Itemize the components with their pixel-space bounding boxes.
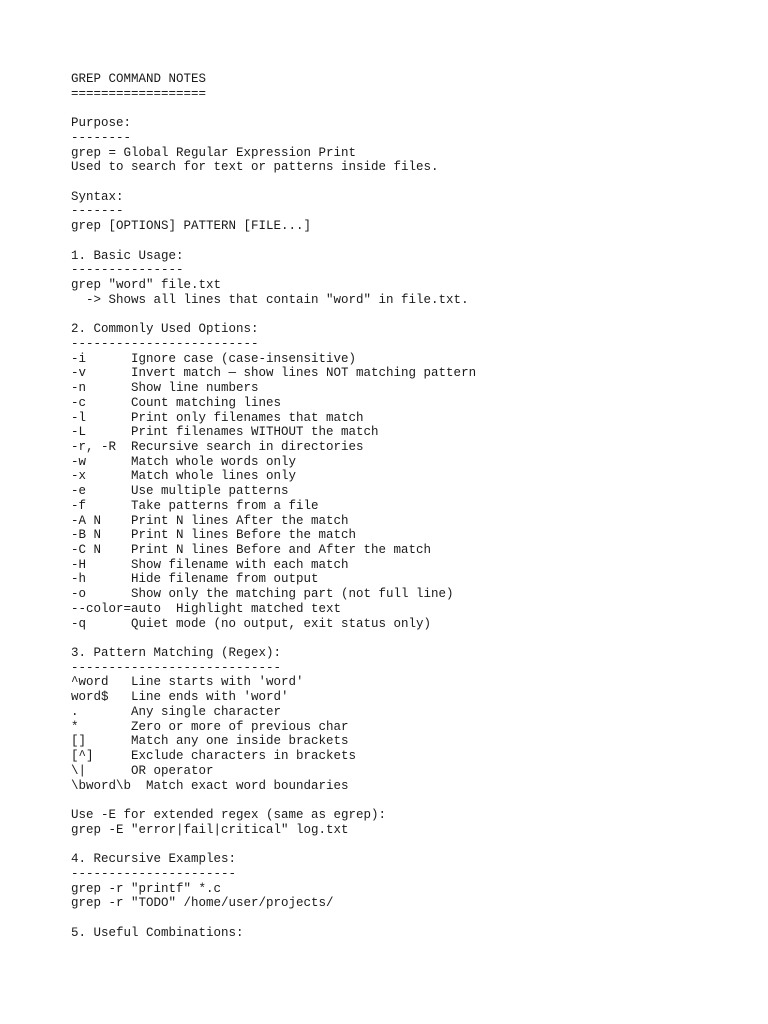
document-line: -e Use multiple patterns (71, 484, 289, 499)
document-line: ---------------------------- (71, 660, 282, 675)
document-line: -l Print only filenames that match (71, 410, 364, 425)
document-line: grep [OPTIONS] PATTERN [FILE...] (71, 219, 312, 234)
document-line: -h Hide filename from output (71, 572, 319, 587)
document-line: ------------------------- (71, 336, 259, 351)
document-line: 5. Useful Combinations: (71, 925, 244, 940)
document-line: grep "word" file.txt (71, 278, 222, 293)
document-line: [] Match any one inside brackets (71, 734, 349, 749)
document-line: -H Show filename with each match (71, 557, 349, 572)
document-line (71, 911, 476, 926)
document-line: -v Invert match — show lines NOT matching pattern (71, 366, 477, 381)
document-line: -x Match whole lines only (71, 469, 297, 484)
document-line: GREP COMMAND NOTES (71, 72, 207, 86)
document-line: [^] Exclude characters in brackets (71, 749, 357, 764)
document-line (71, 793, 476, 808)
document-line (71, 308, 476, 323)
document-line: word$ Line ends with 'word' (71, 690, 289, 705)
document-line: * Zero or more of previous char (71, 719, 349, 734)
document-line (71, 175, 476, 190)
document-line: Use -E for extended regex (same as egrep): (71, 807, 387, 822)
document-line: -c Count matching lines (71, 395, 282, 410)
document-line: grep -E "error|fail|critical" log.txt (71, 822, 349, 837)
document-line: -C N Print N lines Before and After the match (71, 543, 432, 557)
document-line: ------- (71, 204, 124, 219)
document-line: -r, -R Recursive search in directories (71, 439, 364, 454)
document-line: -B N Print N lines Before the match (71, 528, 357, 543)
document-line: \bword\b Match exact word boundaries (71, 778, 349, 793)
document-line: --------------- (71, 263, 184, 278)
document-line: grep -r "TODO" /home/user/projects/ (71, 896, 334, 911)
document-line (71, 234, 476, 249)
document-line: ---------------------- (71, 866, 237, 881)
document-line (71, 101, 476, 116)
document-line: -f Take patterns from a file (71, 498, 319, 513)
document-line: -> Shows all lines that contain "word" in file.txt. (71, 292, 469, 307)
document-line: 4. Recursive Examples: (71, 852, 237, 867)
document-line: 1. Basic Usage: (71, 248, 184, 263)
document-line: -w Match whole words only (71, 454, 297, 469)
document-line: grep = Global Regular Expression Print (71, 145, 357, 160)
document-line: -A N Print N lines After the match (71, 513, 349, 528)
document-line: -n Show line numbers (71, 381, 259, 396)
document-line: --color=auto Highlight matched text (71, 601, 342, 616)
document-line: -------- (71, 130, 132, 145)
document-line: 2. Commonly Used Options: (71, 322, 259, 337)
document-line (71, 631, 476, 646)
document-line: grep -r "printf" *.c (71, 881, 222, 896)
document-line: ================== (71, 86, 207, 101)
document-line: Purpose: (71, 116, 132, 131)
document-line: . Any single character (71, 704, 282, 719)
document-text (71, 72, 476, 940)
document-line: -L Print filenames WITHOUT the match (71, 425, 379, 440)
document-line: ^word Line starts with 'word' (71, 675, 304, 690)
document-line: Used to search for text or patterns inside files. (71, 160, 439, 175)
document-line (71, 837, 476, 852)
document-line: -o Show only the matching part (not full line) (71, 587, 454, 602)
document-line: \| OR operator (71, 763, 214, 778)
document-line: Syntax: (71, 189, 124, 204)
document-line: 3. Pattern Matching (Regex): (71, 646, 282, 661)
document-line: -q Quiet mode (no output, exit status only) (71, 616, 432, 631)
document-line: -i Ignore case (case-insensitive) (71, 351, 357, 366)
